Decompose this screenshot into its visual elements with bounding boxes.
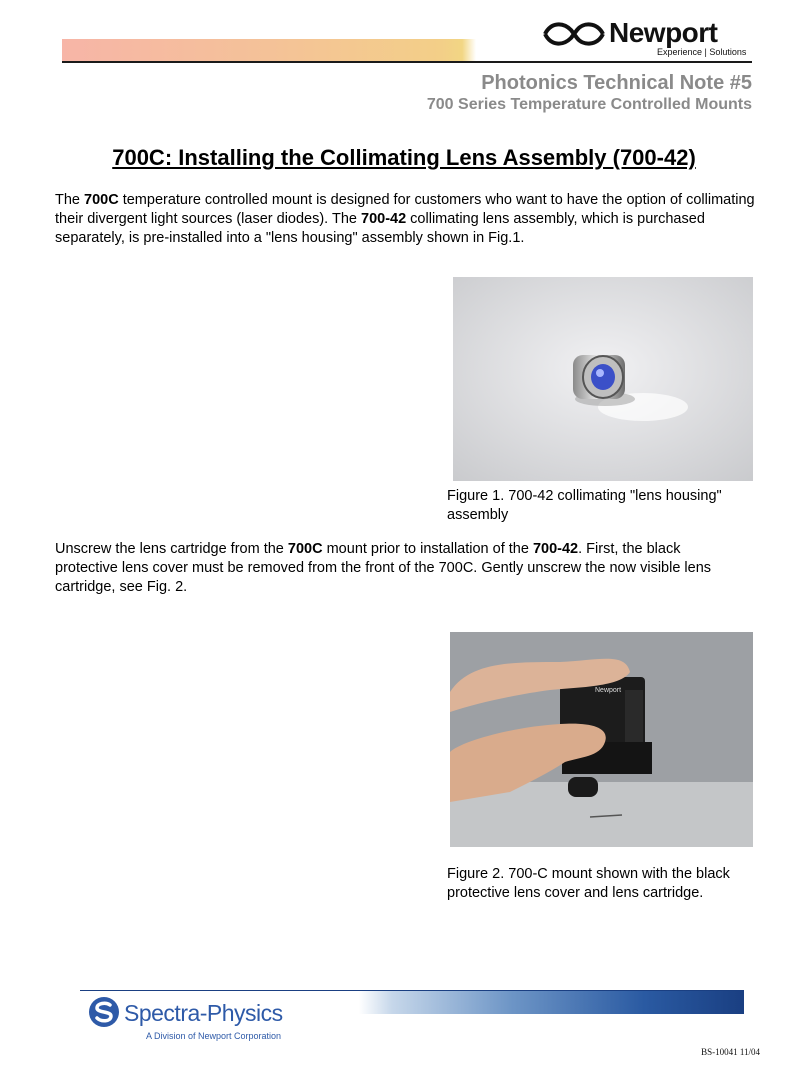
instruction-paragraph: Unscrew the lens cartridge from the 700C mount prior to installation of the 700-42. First, the black protective lens cover must be removed from the front of the 700C. Gently unscrew the now visible lens cartridge, see Fig. 2. <box>55 541 712 595</box>
newport-brand-name: Newport <box>609 17 718 48</box>
newport-tagline: Experience | Solutions <box>657 47 747 57</box>
note-title: Photonics Technical Note #5 <box>481 72 752 94</box>
spectra-physics-logo-icon <box>88 996 120 1028</box>
figure1-caption: Figure 1. 700-42 collimating "lens housing" assembly <box>447 488 722 523</box>
header-rule <box>62 61 752 63</box>
figure2-caption: Figure 2. 700-C mount shown with the black protective lens cover and lens cartridge. <box>447 866 730 901</box>
note-subtitle: 700 Series Temperature Controlled Mounts <box>426 96 752 113</box>
spectra-physics-subtitle: A Division of Newport Corporation <box>146 1031 282 1041</box>
document-code: BS-10041 11/04 <box>701 1047 760 1057</box>
page-title: 700C: Installing the Collimating Lens Assembly (700-42) <box>112 145 696 170</box>
newport-logo-icon <box>541 20 607 48</box>
intro-paragraph: The 700C temperature controlled mount is designed for customers who want to have the option of collimating their divergent light sources (laser diodes). The 700-42 collimating lens assembly, which is purchased separately, is pre-installed into a "lens housing" assembly shown in Fig.1. <box>55 192 755 246</box>
figure1-photo <box>453 277 753 481</box>
spectra-physics-brand-name: Spectra-Physics <box>124 1000 283 1026</box>
device-label: Newport <box>595 687 622 694</box>
figure2-photo <box>450 632 753 847</box>
